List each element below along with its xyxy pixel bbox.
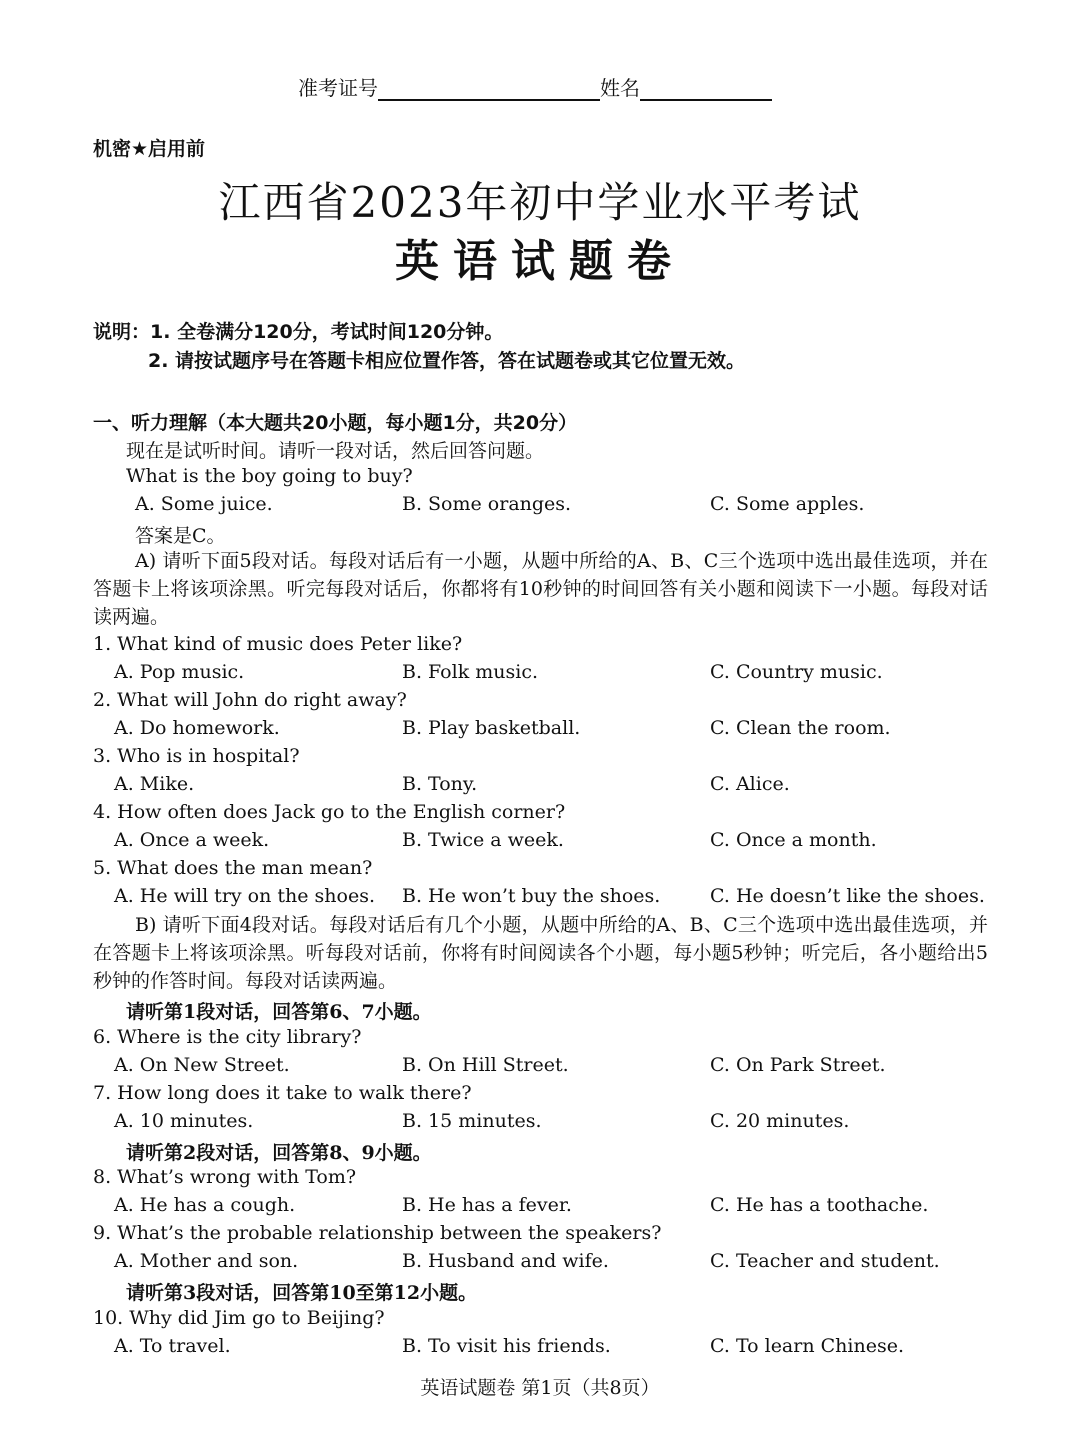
dialog-2-note: 请听第2段对话，回答第8、9小题。 <box>126 1142 432 1164</box>
q2-option-c: C. Clean the room. <box>710 717 891 739</box>
q6-option-a: A. On New Street. <box>114 1054 290 1076</box>
part-b-instructions: B) 请听下面4段对话。每段对话后有几个小题，从题中所给的A、B、C三个选项中选出最佳选项，并在答题卡上将该项涂黑。听每段对话前，你将有时间阅读各个小题，每小题5秒钟；听完后，各小题给出5秒钟的作答时间。每段对话读两遍。 <box>93 914 988 992</box>
q2-option-b: B. Play basketball. <box>402 717 581 739</box>
q9-option-a: A. Mother and son. <box>114 1250 299 1272</box>
question-9: 9. What’s the probable relationship between the speakers? <box>93 1222 662 1244</box>
note-prefix: 说明： <box>93 321 151 343</box>
question-6: 6. Where is the city library? <box>93 1026 362 1048</box>
q1-option-b: B. Folk music. <box>402 661 539 683</box>
q9-option-c: C. Teacher and student. <box>710 1250 940 1272</box>
practice-intro: 现在是试听时间。请听一段对话，然后回答问题。 <box>126 440 545 462</box>
q6-option-c: C. On Park Street. <box>710 1054 886 1076</box>
question-3: 3. Who is in hospital? <box>93 745 300 767</box>
q3-option-a: A. Mike. <box>114 773 195 795</box>
page-footer: 英语试题卷 第1页（共8页） <box>420 1377 660 1399</box>
name-blank <box>640 77 772 101</box>
q10-option-a: A. To travel. <box>114 1335 231 1357</box>
name-label: 姓名 <box>600 76 640 100</box>
exam-title: 江西省2023年初中学业水平考试 <box>218 178 862 227</box>
question-5: 5. What does the man mean? <box>93 857 373 879</box>
q4-option-b: B. Twice a week. <box>402 829 564 851</box>
q10-option-c: C. To learn Chinese. <box>710 1335 904 1357</box>
q7-option-a: A. 10 minutes. <box>114 1110 254 1132</box>
section-heading: 一、听力理解（本大题共20小题，每小题1分，共20分） <box>93 412 578 434</box>
part-a-instructions: A) 请听下面5段对话。每段对话后有一小题，从题中所给的A、B、C三个选项中选出最佳选项，并在答题卡上将该项涂黑。听完每段对话后，你都将有10秒钟的时间回答有关小题和阅读下一小题。每段对话读两遍。 <box>93 550 988 628</box>
practice-option-b: B. Some oranges. <box>402 493 572 515</box>
dialog-3-note: 请听第3段对话，回答第10至第12小题。 <box>126 1282 478 1304</box>
q7-option-c: C. 20 minutes. <box>710 1110 850 1132</box>
question-10: 10. Why did Jim go to Beijing? <box>93 1307 385 1329</box>
q4-option-c: C. Once a month. <box>710 829 877 851</box>
paper-title: 英语试题卷 <box>395 236 685 287</box>
practice-option-a: A. Some juice. <box>135 493 273 515</box>
note-1 <box>93 317 503 344</box>
q8-option-c: C. He has a toothache. <box>710 1194 929 1216</box>
question-1: 1. What kind of music does Peter like? <box>93 633 463 655</box>
id-label: 准考证号 <box>298 76 378 100</box>
question-7: 7. How long does it take to walk there? <box>93 1082 472 1104</box>
note-1-text: 1. 全卷满分120分，考试时间120分钟。 <box>150 321 504 343</box>
practice-question: What is the boy going to buy? <box>126 465 413 487</box>
q3-option-b: B. Tony. <box>402 773 478 795</box>
q1-option-a: A. Pop music. <box>114 661 245 683</box>
q8-option-a: A. He has a cough. <box>114 1194 296 1216</box>
q1-option-c: C. Country music. <box>710 661 883 683</box>
question-2: 2. What will John do right away? <box>93 689 407 711</box>
q7-option-b: B. 15 minutes. <box>402 1110 542 1132</box>
id-blank <box>378 77 600 101</box>
question-8: 8. What’s wrong with Tom? <box>93 1166 357 1188</box>
q10-option-b: B. To visit his friends. <box>402 1335 611 1357</box>
dialog-1-note: 请听第1段对话，回答第6、7小题。 <box>126 1001 432 1023</box>
q6-option-b: B. On Hill Street. <box>402 1054 569 1076</box>
confidential-mark: 机密★启用前 <box>93 138 206 160</box>
q3-option-c: C. Alice. <box>710 773 790 795</box>
practice-answer: 答案是C。 <box>135 525 226 547</box>
q4-option-a: A. Once a week. <box>114 829 270 851</box>
note-2: 2. 请按试题序号在答题卡相应位置作答，答在试题卷或其它位置无效。 <box>148 350 746 372</box>
q5-option-a: A. He will try on the shoes. <box>114 885 376 907</box>
question-4: 4. How often does Jack go to the English corner? <box>93 801 566 823</box>
q8-option-b: B. He has a fever. <box>402 1194 572 1216</box>
q9-option-b: B. Husband and wife. <box>402 1250 609 1272</box>
candidate-info <box>298 72 772 101</box>
q2-option-a: A. Do homework. <box>114 717 280 739</box>
q5-option-c: C. He doesn’t like the shoes. <box>710 885 985 907</box>
practice-option-c: C. Some apples. <box>710 493 865 515</box>
q5-option-b: B. He won’t buy the shoes. <box>402 885 661 907</box>
